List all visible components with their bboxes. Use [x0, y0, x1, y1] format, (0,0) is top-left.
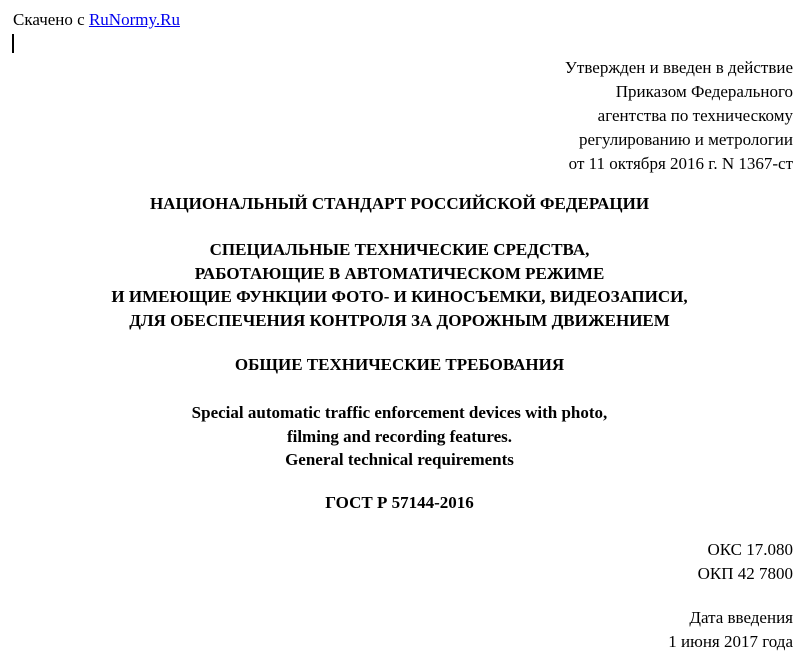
introduction-date: 1 июня 2017 года: [668, 630, 793, 653]
title-line: СПЕЦИАЛЬНЫЕ ТЕХНИЧЕСКИЕ СРЕДСТВА,: [0, 238, 799, 262]
title-line: РАБОТАЮЩИЕ В АВТОМАТИЧЕСКОМ РЕЖИМЕ: [0, 262, 799, 286]
english-title-line: Special automatic traffic enforcement devices with photo,: [0, 401, 799, 425]
source-prefix: Скачено с: [13, 10, 89, 29]
approval-line: Приказом Федерального: [565, 80, 793, 104]
english-title-line: General technical requirements: [0, 448, 799, 472]
source-link[interactable]: RuNormy.Ru: [89, 10, 180, 29]
approval-line: Утвержден и введен в действие: [565, 56, 793, 80]
introduction-date-block: [668, 606, 793, 653]
gost-number-text: ГОСТ Р 57144-2016: [0, 491, 799, 515]
approval-line: от 11 октября 2016 г. N 1367-ст: [565, 152, 793, 176]
classification-codes: [698, 538, 793, 585]
gost-number: [0, 491, 799, 515]
source-line: [13, 9, 180, 31]
document-title: [0, 238, 799, 332]
oks-code: ОКС 17.080: [698, 538, 793, 562]
approval-line: регулированию и метрологии: [565, 128, 793, 152]
okp-code: ОКП 42 7800: [698, 562, 793, 586]
approval-line: агентства по техническому: [565, 104, 793, 128]
general-requirements-text: ОБЩИЕ ТЕХНИЧЕСКИЕ ТРЕБОВАНИЯ: [0, 353, 799, 377]
national-standard-text: НАЦИОНАЛЬНЫЙ СТАНДАРТ РОССИЙСКОЙ ФЕДЕРАЦИИ: [0, 192, 799, 216]
introduction-label: Дата введения: [668, 606, 793, 630]
approval-block: [565, 56, 793, 176]
national-standard-heading: [0, 192, 799, 216]
title-line: ДЛЯ ОБЕСПЕЧЕНИЯ КОНТРОЛЯ ЗА ДОРОЖНЫМ ДВИЖЕНИЕМ: [0, 309, 799, 333]
general-requirements-heading: [0, 353, 799, 377]
title-line: И ИМЕЮЩИЕ ФУНКЦИИ ФОТО- И КИНОСЪЕМКИ, ВИДЕОЗАПИСИ,: [0, 285, 799, 309]
english-title: [0, 401, 799, 472]
english-title-line: filming and recording features.: [0, 425, 799, 449]
text-cursor: [12, 34, 14, 53]
